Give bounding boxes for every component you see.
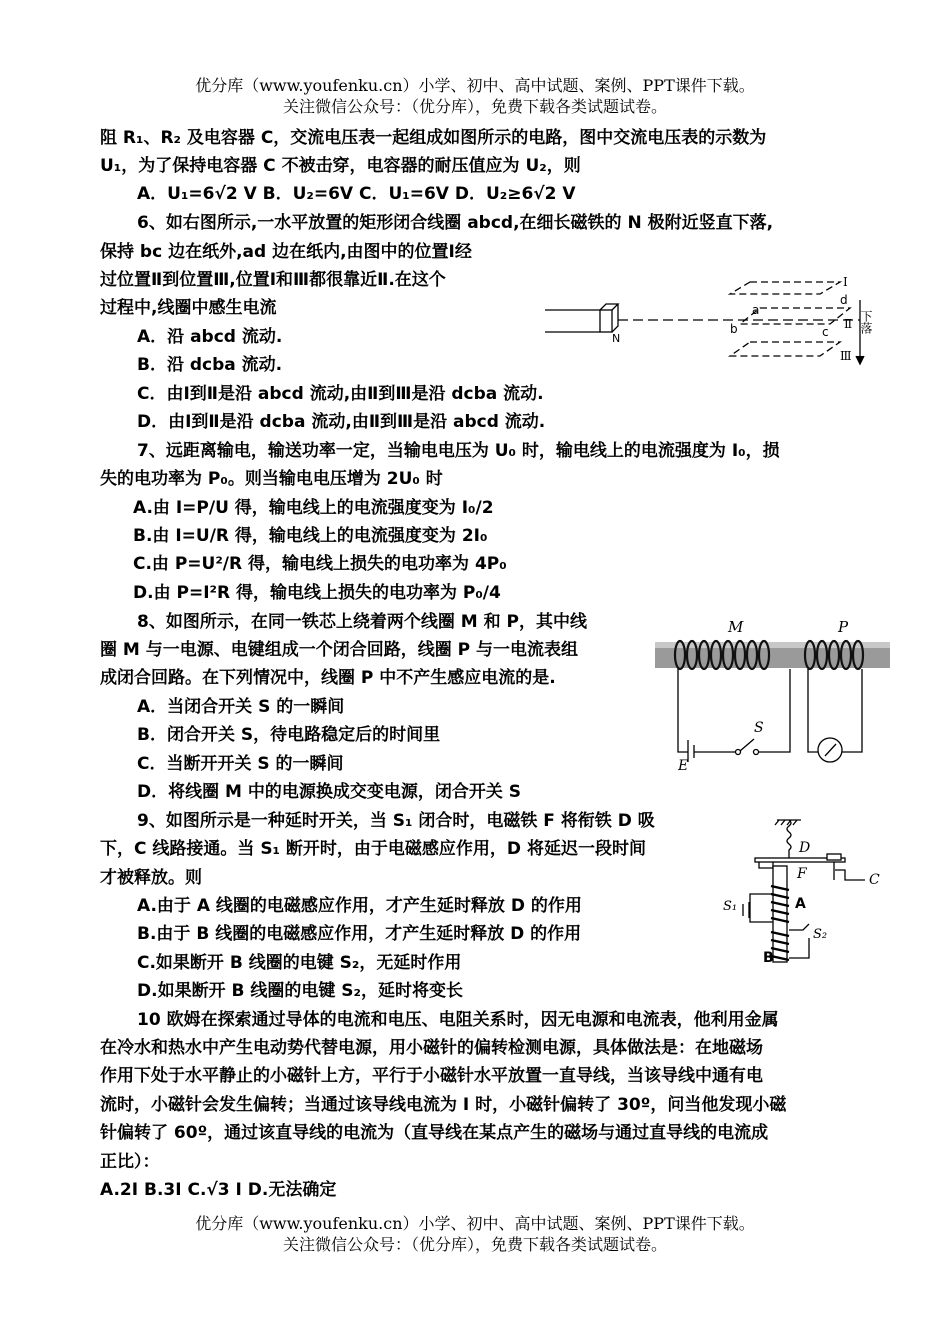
q6-option-b: B．沿 dcba 流动. bbox=[137, 355, 283, 375]
q8-line1: 8、如图所示，在同一铁芯上绕着两个线圈 M 和 P，其中线 bbox=[137, 612, 587, 632]
q9-line3: 才被释放。则 bbox=[100, 868, 202, 888]
q10-line1: 10 欧姆在探索通过导体的电流和电压、电阻关系时，因无电源和电流表，他利用金属 bbox=[137, 1010, 779, 1030]
q6-magnet-coil-figure bbox=[540, 270, 890, 370]
q8-option-c: C．当断开开关 S 的一瞬间 bbox=[137, 754, 344, 774]
q5-line2: U₁，为了保持电容器 C 不被击穿，电容器的耐压值应为 U₂，则 bbox=[100, 156, 581, 176]
q8-transformer-figure bbox=[650, 612, 895, 772]
q10-line5: 针偏转了 60º，通过该直导线的电流为（直导线在某点产生的磁场与通过直导线的电流成 bbox=[100, 1123, 769, 1143]
q9-option-d: D.如果断开 B 线圈的电键 S₂，延时将变长 bbox=[137, 981, 463, 1001]
q9-delay-switch-figure bbox=[715, 812, 885, 972]
q8-line3: 成闭合回路。在下列情况中，线圈 P 中不产生感应电流的是. bbox=[100, 668, 556, 688]
q10-line6: 正比）： bbox=[100, 1152, 160, 1172]
q10-line2: 在冷水和热水中产生电动势代替电源，用小磁针的偏转检测电源，具体做法是：在地磁场 bbox=[100, 1038, 763, 1058]
q8-option-b: B．闭合开关 S，待电路稳定后的时间里 bbox=[137, 725, 441, 745]
page-header-line2: 关注微信公众号：（优分库），免费下载各类试题试卷。 bbox=[282, 97, 667, 116]
q8-option-a: A．当闭合开关 S 的一瞬间 bbox=[137, 697, 345, 717]
q9-label-a: A bbox=[795, 896, 806, 912]
q9-line1: 9、如图所示是一种延时开关，当 S₁ 闭合时，电磁铁 F 将衔铁 D 吸 bbox=[137, 811, 655, 831]
q6-line3: 过位置Ⅱ到位置Ⅲ,位置Ⅰ和Ⅲ都很靠近Ⅱ.在这个 bbox=[100, 270, 446, 290]
q6-option-d: D．由Ⅰ到Ⅱ是沿 dcba 流动,由Ⅱ到Ⅲ是沿 abcd 流动. bbox=[137, 412, 546, 432]
q7-line1: 7、远距离输电，输送功率一定，当输电电压为 U₀ 时，输电线上的电流强度为 I₀，损 bbox=[137, 441, 780, 461]
q6-line2: 保持 bc 边在纸外,ad 边在纸内,由图中的位置Ⅰ经 bbox=[100, 242, 472, 262]
q7-option-b: B.由 I=U/R 得，输电线上的电流强度变为 2I₀ bbox=[133, 526, 488, 546]
q7-option-a: A.由 I=P/U 得，输电线上的电流强度变为 I₀/2 bbox=[133, 498, 494, 518]
q6-line4: 过程中,线圈中感生电流 bbox=[100, 298, 277, 318]
q8-label-p: P bbox=[838, 618, 849, 636]
q7-line2: 失的电功率为 P₀。则当输电电压增为 2U₀ 时 bbox=[100, 469, 443, 489]
q6-label-b: b bbox=[730, 322, 738, 336]
q6-label-n: N bbox=[612, 332, 621, 345]
page-header-line1: 优分库（www.youfenku.cn）小学、初中、高中试题、案例、PPT课件下载。 bbox=[195, 76, 755, 95]
q10-line4: 流时，小磁针会发生偏转；当通过该导线电流为 I 时，小磁针偏转了 30º，问当他发现小磁 bbox=[100, 1095, 787, 1115]
q8-line2: 圈 M 与一电源、电键组成一个闭合回路，线圈 P 与一电流表组 bbox=[100, 640, 579, 660]
q6-label-a: a bbox=[752, 303, 760, 317]
q7-option-d: D.由 P=I²R 得，输电线上损失的电功率为 P₀/4 bbox=[133, 583, 501, 603]
q9-option-a: A.由于 A 线圈的电磁感应作用，才产生延时释放 D 的作用 bbox=[137, 896, 582, 916]
q7-option-c: C.由 P=U²/R 得，输电线上损失的电功率为 4P₀ bbox=[133, 554, 507, 574]
q6-label-down: 下落 bbox=[859, 310, 873, 334]
q6-label-iii: Ⅲ bbox=[840, 349, 852, 363]
q6-option-c: C．由Ⅰ到Ⅱ是沿 abcd 流动,由Ⅱ到Ⅲ是沿 dcba 流动. bbox=[137, 384, 544, 404]
q9-label-d: D bbox=[799, 840, 811, 856]
q6-option-a: A．沿 abcd 流动. bbox=[137, 327, 283, 347]
q6-line1: 6、如右图所示,一水平放置的矩形闭合线圈 abcd,在细长磁铁的 N 极附近竖直下落, bbox=[137, 213, 774, 233]
q10-line3: 作用下处于水平静止的小磁针上方，平行于小磁针水平放置一直导线，当该导线中通有电 bbox=[100, 1066, 763, 1086]
q9-option-b: B.由于 B 线圈的电磁感应作用，才产生延时释放 D 的作用 bbox=[137, 924, 582, 944]
q6-label-ii: Ⅱ bbox=[844, 317, 853, 331]
q9-label-s1: S₁ bbox=[723, 899, 738, 914]
q8-label-e: E bbox=[678, 758, 689, 772]
q5-options: A．U₁=6√2 V B．U₂=6V C．U₁=6V D．U₂≥6√2 V bbox=[137, 184, 576, 204]
page-footer-line1: 优分库（www.youfenku.cn）小学、初中、高中试题、案例、PPT课件下载。 bbox=[195, 1214, 755, 1233]
q6-label-c: c bbox=[822, 325, 829, 339]
q5-line1: 阻 R₁、R₂ 及电容器 C，交流电压表一起组成如图所示的电路，图中交流电压表的示数为 bbox=[100, 128, 767, 148]
q9-line2: 下，C 线路接通。当 S₁ 断开时，由于电磁感应作用，D 将延迟一段时间 bbox=[100, 839, 646, 859]
q9-label-b: B bbox=[763, 950, 774, 966]
q8-label-s: S bbox=[754, 720, 764, 736]
q9-label-c: C bbox=[869, 872, 880, 888]
q9-label-s2: S₂ bbox=[813, 927, 828, 942]
q9-label-f: F bbox=[797, 866, 807, 882]
q6-label-i: Ⅰ bbox=[843, 275, 848, 289]
q9-option-c: C.如果断开 B 线圈的电键 S₂，无延时作用 bbox=[137, 953, 462, 973]
q10-options: A.2I B.3I C.√3 I D.无法确定 bbox=[100, 1180, 337, 1200]
q6-label-d: d bbox=[840, 293, 848, 307]
page-footer-line2: 关注微信公众号：（优分库），免费下载各类试题试卷。 bbox=[282, 1235, 667, 1254]
q8-option-d: D．将线圈 M 中的电源换成交变电源，闭合开关 S bbox=[137, 782, 522, 802]
q8-label-m: M bbox=[728, 618, 744, 636]
